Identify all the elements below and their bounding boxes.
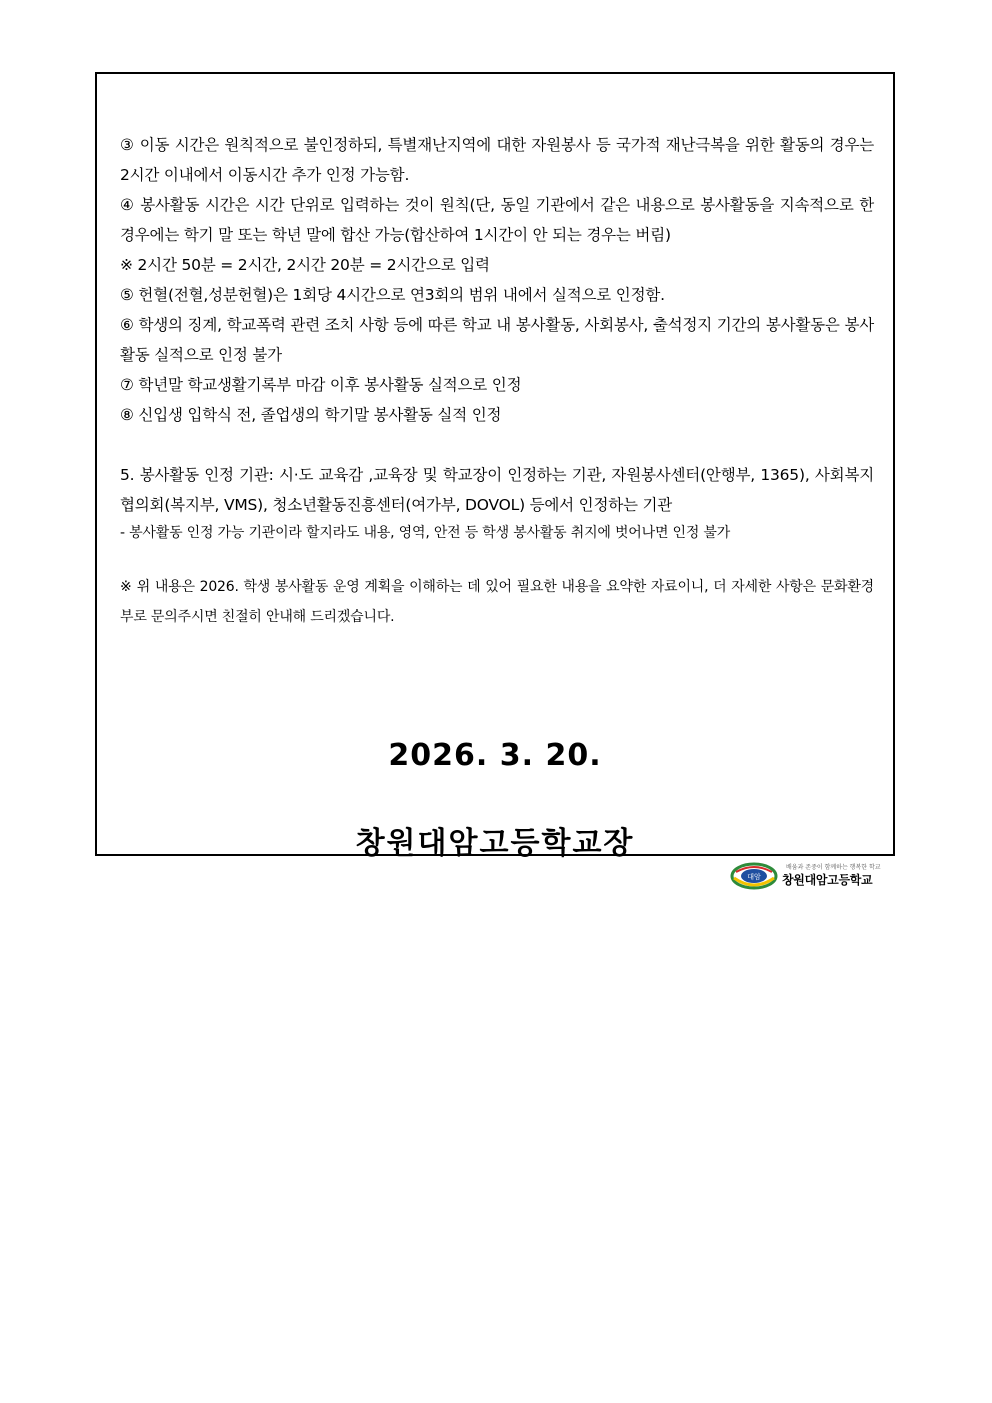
svg-text:대암: 대암 bbox=[747, 873, 761, 881]
logo-school-name: 창원대암고등학교 bbox=[782, 873, 873, 887]
document-date: 2026. 3. 20. bbox=[388, 738, 602, 773]
footnote: ※ 위 내용은 2026. 학생 봉사활동 운영 계획을 이해하는 데 있어 필요한 내용을 요약한 자료이니, 더 자세한 사항은 문화환경부로 문의주시면 친절히 안내해 드리겠습니다. bbox=[120, 579, 874, 625]
signature-principal: 창원대암고등학교장 bbox=[355, 826, 635, 861]
item-8-freshmen: ⑧ 신입생 입학식 전, 졸업생의 학기말 봉사활동 실적 인정 bbox=[120, 406, 502, 424]
section-5-institutions: 5. 봉사활동 인정 기관: 시·도 교육감 ,교육장 및 학교장이 인정하는 기관, 자원봉사센터(안행부, 1365), 사회복지협의회(복지부, VMS), 청소년활동진흥센터(여가부, DOVOL) 등에서 인정하는 기관 bbox=[120, 466, 874, 514]
item-3-travel-time: ③ 이동 시간은 원칙적으로 불인정하되, 특별재난지역에 대한 자원봉사 등 국가적 재난극복을 위한 활동의 경우는 2시간 이내에서 이동시간 추가 인정 가능함. bbox=[120, 136, 874, 184]
item-6-disciplinary: ⑥ 학생의 징계, 학교폭력 관련 조치 사항 등에 따른 학교 내 봉사활동, 사회봉사, 출석정지 기간의 봉사활동은 봉사활동 실적으로 인정 불가 bbox=[120, 316, 874, 364]
school-emblem-icon bbox=[730, 862, 778, 890]
note-time-example: ※ 2시간 50분 = 2시간, 2시간 20분 = 2시간으로 입력 bbox=[120, 256, 490, 274]
logo-motto: 배움과 존중이 함께하는 행복한 학교 bbox=[786, 864, 881, 871]
item-4-hour-unit: ④ 봉사활동 시간은 시간 단위로 입력하는 것이 원칙(단, 동일 기관에서 같은 내용으로 봉사활동을 지속적으로 한 경우에는 학기 말 또는 학년 말에 합산 가능(합산하여 1시간이 안 되는 경우는 버림) bbox=[120, 196, 874, 244]
item-7-yearend: ⑦ 학년말 학교생활기록부 마감 이후 봉사활동 실적으로 인정 bbox=[120, 376, 522, 394]
section-5-sub-note: - 봉사활동 인정 가능 기관이라 할지라도 내용, 영역, 안전 등 학생 봉사활동 취지에 벗어나면 인정 불가 bbox=[120, 525, 731, 541]
school-logo bbox=[730, 860, 895, 892]
item-5-blood-donation: ⑤ 헌혈(전혈,성분헌혈)은 1회당 4시간으로 연3회의 범위 내에서 실적으로 인정함. bbox=[120, 286, 665, 304]
